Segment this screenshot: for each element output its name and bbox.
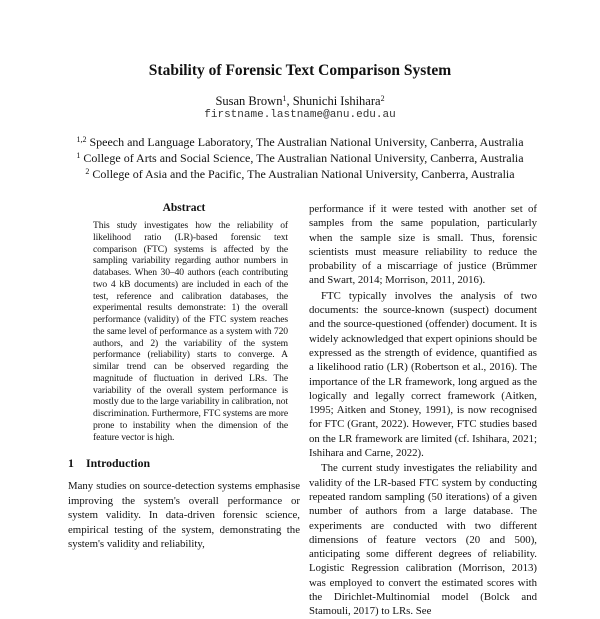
affiliation-text: College of Asia and the Pacific, The Australian National University, Canberra, Australia bbox=[89, 167, 515, 181]
author-name: Susan Brown bbox=[215, 94, 283, 108]
affiliation-text: College of Arts and Social Science, The Australian National University, Canberra, Australia bbox=[80, 151, 524, 165]
abstract-body: This study investigates how the reliability of likelihood ratio (LR)-based forensic text comparison (FTC) systems is affected by the sampling variability regarding author numbers in databases. When 30–40 authors (each contributing two 4 kB documents) are included in each of the test, reference and calibration databases, the experimental results demonstrate: 1) the overall performance (validity) of the FTC system reaches the same level of performance as a system with 720 authors, and 2) the variability of the system performance (reliability) starts to converge. A similar trend can be observed regarding the magnitude of fluctuation in derived LRs. The variability of the overall system performance is mostly due to the large variability in calibration, not discrimination. Furthermore, FTC systems are more prone to instability when the dimension of the feature vector is high. bbox=[93, 220, 288, 443]
author-list bbox=[0, 94, 600, 109]
paper-title: Stability of Forensic Text Comparison System bbox=[148, 62, 452, 79]
affiliation-line bbox=[0, 134, 600, 150]
body-paragraph: performance if it were tested with another set of samples from the same population, particularly when the sample size is small. Thus, forensic scientists must measure reliability to reduce the probability of a miscarriage of justice (Brümmer and Swart, 2014; Morrison, 2011, 2016). bbox=[309, 203, 537, 287]
affiliation-list bbox=[0, 134, 600, 182]
right-column bbox=[309, 202, 537, 619]
author-separator: , bbox=[286, 94, 293, 108]
left-column bbox=[68, 202, 300, 552]
affiliation-mark: 1,2 bbox=[76, 135, 87, 144]
author-name: Shunichi Ishihara bbox=[292, 94, 381, 108]
introduction-paragraph: Many studies on source-detection systems emphasise improving the system's overall performance or system validity. In data-driven forensic science, empirical testing of the system, demonstrating the system's validity and reliability, bbox=[68, 480, 300, 551]
author-affiliation-mark: 1 bbox=[282, 94, 287, 103]
affiliation-line bbox=[0, 166, 600, 182]
author-affiliation-mark: 2 bbox=[380, 94, 385, 103]
affiliation-mark: 2 bbox=[85, 167, 90, 176]
section-heading bbox=[68, 456, 300, 471]
body-paragraph: The current study investigates the reliability and validity of the LR-based FTC system by conducting repeated random sampling (50 iterations) of a given number of authors from a large database. The experiments are conducted with two different dimensions of feature vectors (20 and 500), anticipating some different degrees of reliability. Logistic Regression calibration (Morrison, 2013) was employed to convert the estimated scores with the Dirichlet-Multinomial model (Bolck and Stamouli, 2017) to LRs. See bbox=[309, 462, 537, 618]
affiliation-mark: 1 bbox=[76, 151, 81, 160]
abstract-heading: Abstract bbox=[162, 202, 206, 214]
author-email: firstname.lastname@anu.edu.au bbox=[204, 109, 396, 121]
section-number: 1 bbox=[68, 456, 74, 471]
body-paragraph: FTC typically involves the analysis of two documents: the source-known (suspect) document and the source-questioned (offender) document. It is widely acknowledged that expert opinions should be expressed as the strength of evidence, quantified as a likelihood ratio (LR) (Robertson et al., 2016). The importance of the LR framework, long argued as the logically and legally correct framework (Aitken, 1995; Aitken and Stoney, 1991), is now recognised for FTC (Grant, 2022). However, FTC studies based on the LR framework are limited (cf. Ishihara, 2021; Ishihara and Carne, 2022). bbox=[309, 289, 537, 460]
affiliation-line bbox=[0, 150, 600, 166]
section-title: Introduction bbox=[86, 456, 151, 471]
affiliation-text: Speech and Language Laboratory, The Australian National University, Canberra, Australia bbox=[86, 135, 524, 149]
